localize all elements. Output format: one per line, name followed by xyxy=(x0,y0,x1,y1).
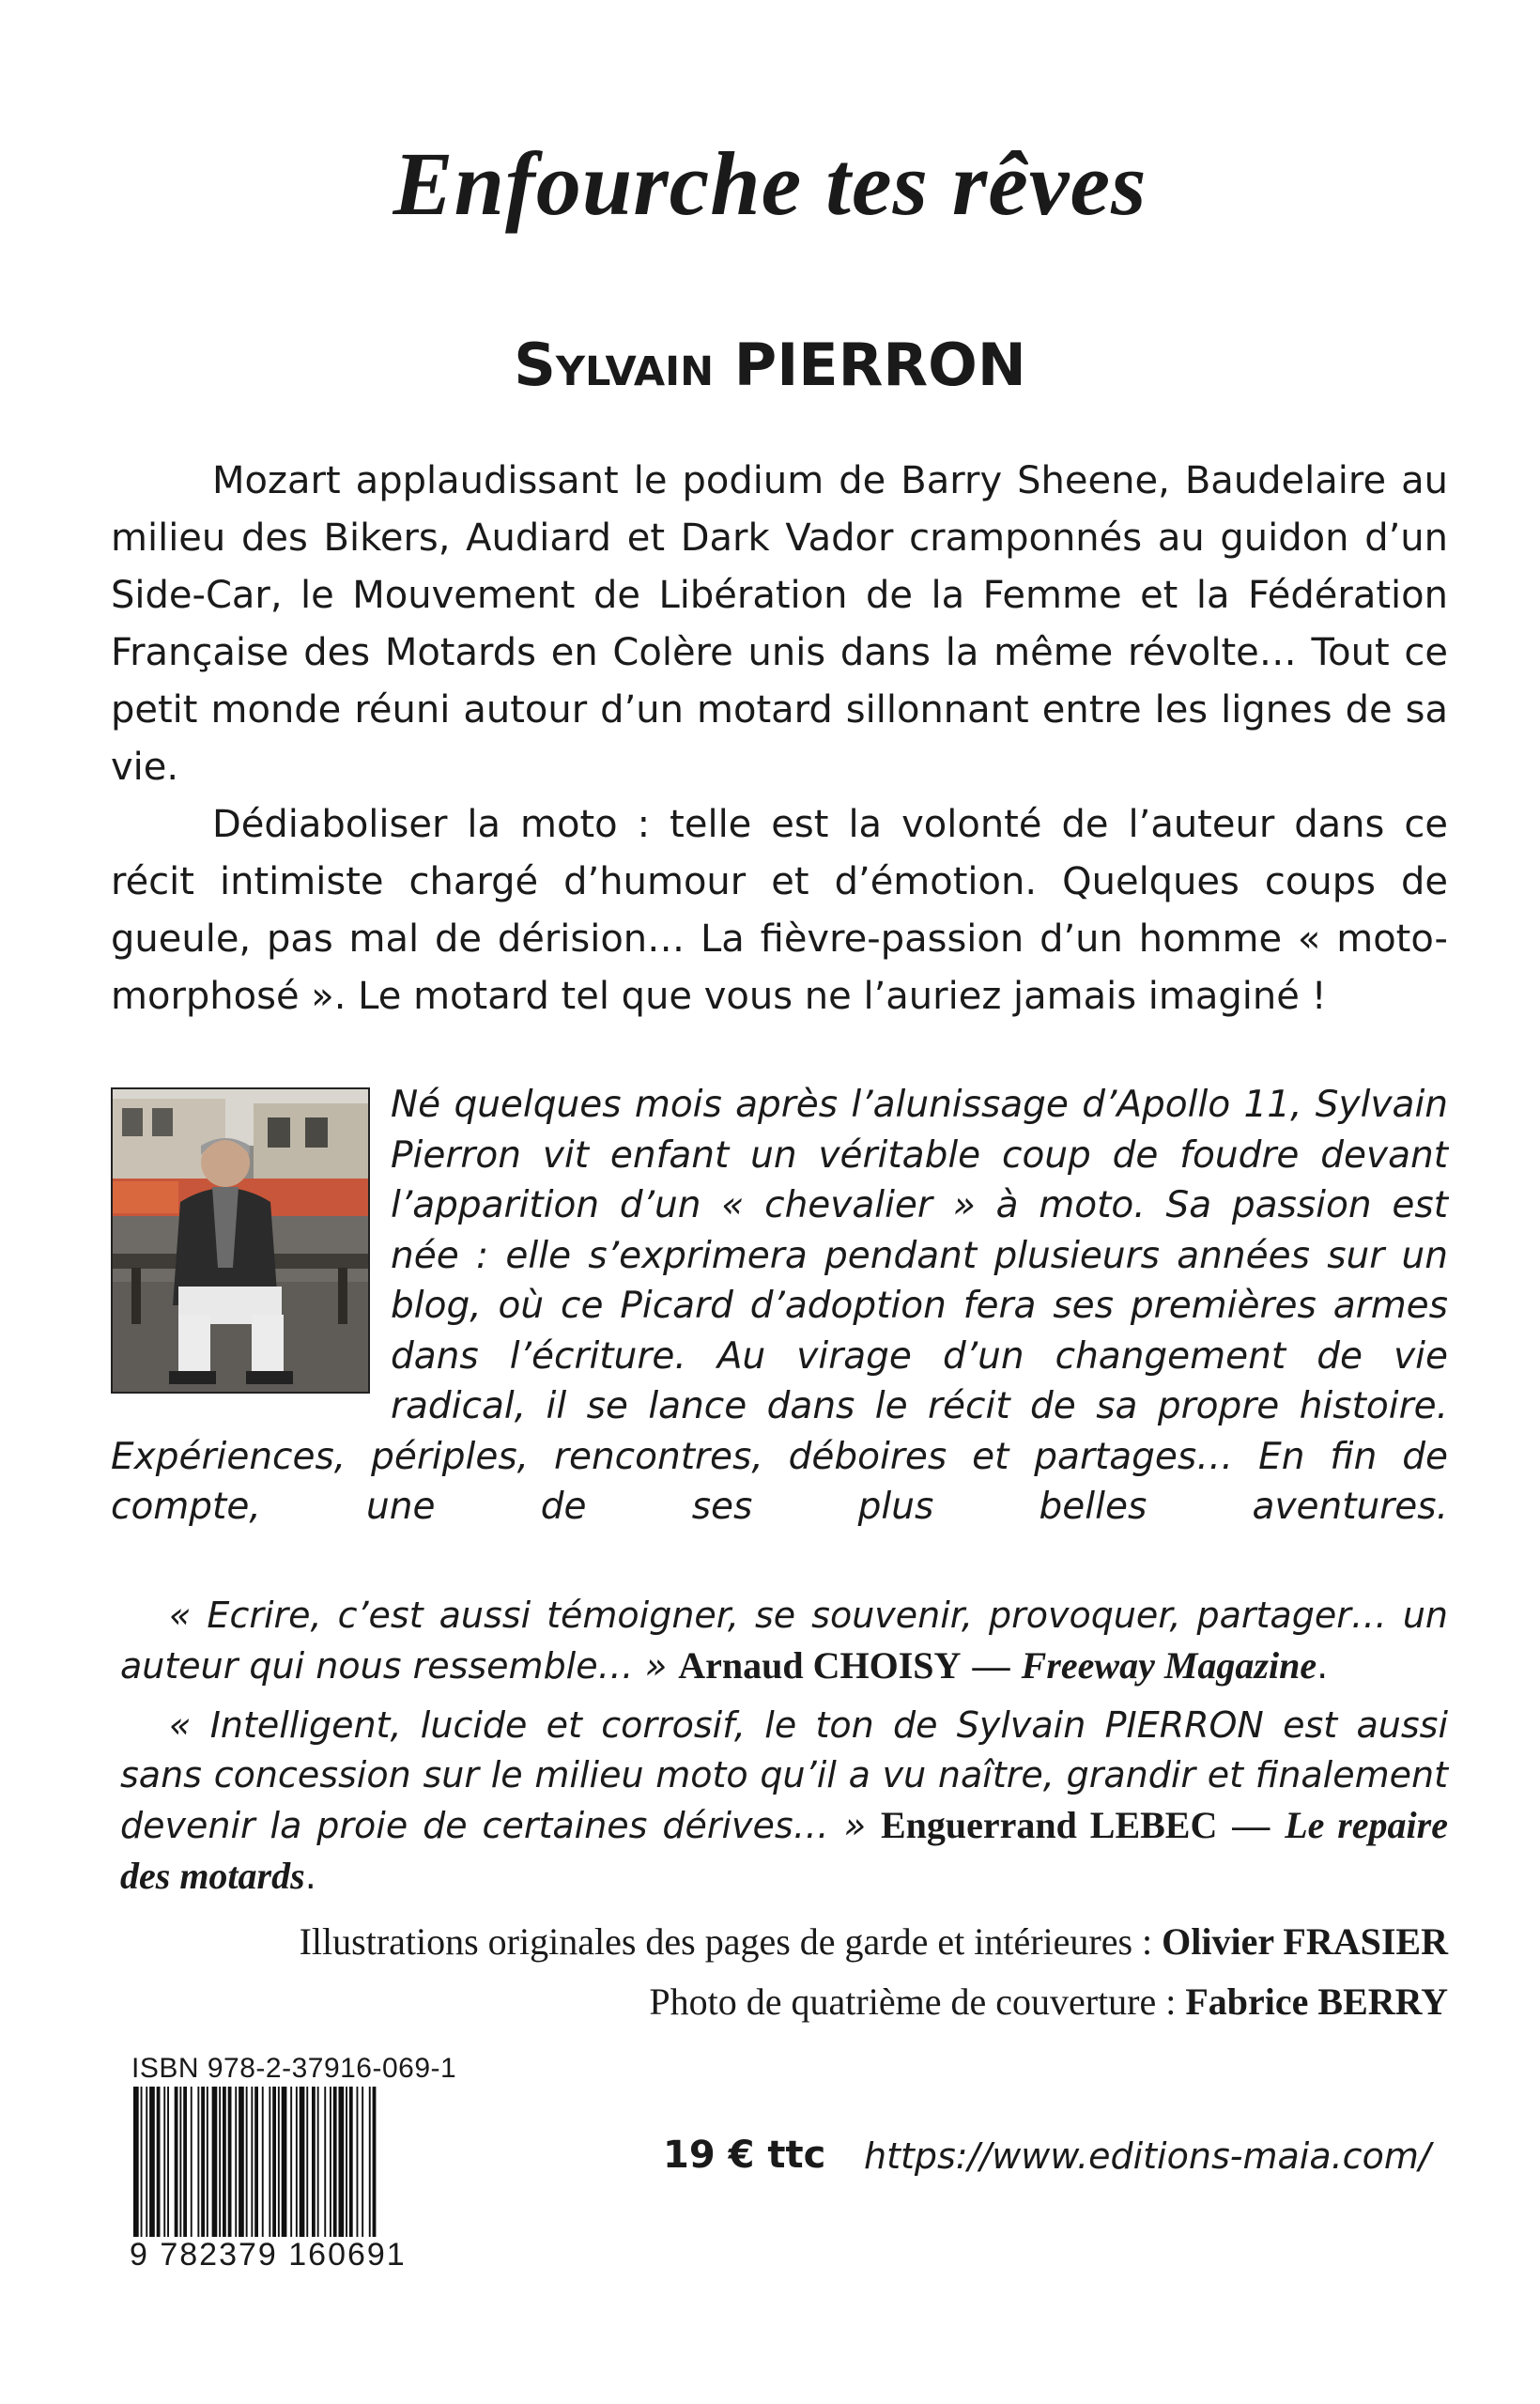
barcode-bar xyxy=(317,2087,319,2237)
author-name xyxy=(0,331,1540,399)
barcode-bar xyxy=(262,2087,264,2237)
isbn-barcode-digits: 9 782379 160691 xyxy=(130,2237,445,2273)
synopsis xyxy=(111,453,1448,1025)
barcode-bar xyxy=(207,2087,208,2237)
isbn-label: ISBN 978-2-37916-069-1 xyxy=(131,2053,457,2084)
barcode-bar xyxy=(333,2087,337,2237)
quote-end: . xyxy=(1317,1645,1329,1687)
barcode-bar xyxy=(157,2087,161,2237)
barcode-bar xyxy=(269,2087,270,2237)
barcode-bar xyxy=(149,2087,155,2237)
barcode-bar xyxy=(278,2087,280,2237)
barcode-bar xyxy=(239,2087,244,2237)
isbn-barcode xyxy=(130,2087,449,2256)
author-first-name: Sylvain xyxy=(514,331,715,399)
author-bio xyxy=(111,1080,1448,1533)
quote-end: . xyxy=(304,1856,316,1897)
barcode-bar xyxy=(272,2087,276,2237)
barcode-bar xyxy=(296,2087,298,2237)
barcode-bar xyxy=(219,2087,221,2237)
barcode-bar xyxy=(246,2087,248,2237)
quote-separator: — xyxy=(1232,1804,1270,1846)
bio-text: Né quelques mois après l’alunissage d’Apollo 11, Sylvain Pierron vit enfant un véritable coup de foudre devant l’apparition d’un « chevalier » à moto. Sa passion est née : elle s’exprimera pendant plusieurs années sur un blog, où ce Picard d’adoption fera ses premières armes dans l’écriture. Au virage d’un changement de vie radical, il se lance dans le récit de sa propre histoire. Expériences, périples, rencontres, déboires et partages… En fin de compte, une de ses plus belles aventures. xyxy=(111,1084,1448,1528)
photographer-name: Fabrice BERRY xyxy=(1185,1980,1448,2023)
barcode-bar xyxy=(312,2087,316,2237)
barcode-bar xyxy=(201,2087,205,2237)
synopsis-paragraph-1: Mozart applaudissant le podium de Barry Sheene, Baudelaire au milieu des Bikers, Audiard et Dark Vador cramponnés au guidon d’un Side-Car, le Mouvement de Libération de la Femme et la Fédération Française des Motards en Colère unis dans la même révolte… Tout ce petit monde réuni autour d’un motard sillonnant entre les lignes de sa vie. xyxy=(111,459,1448,789)
barcode-bar xyxy=(179,2087,181,2237)
barcode-bar xyxy=(290,2087,292,2237)
barcode-bar xyxy=(146,2087,147,2237)
press-quotes xyxy=(120,1591,1448,1911)
barcode-bar xyxy=(362,2087,363,2237)
quote-author: Enguerrand LEBEC xyxy=(881,1804,1218,1846)
barcode-bar xyxy=(254,2087,258,2254)
illustrator-name: Olivier FRASIER xyxy=(1162,1920,1448,1963)
barcode-bar xyxy=(357,2087,359,2237)
barcode-bar xyxy=(212,2087,218,2237)
book-title: Enfourche tes rêves xyxy=(393,133,1147,234)
photo-credit-label: Photo de quatrième de couverture : xyxy=(649,1980,1177,2023)
publisher-website-link[interactable]: https://www.editions-maia.com/ xyxy=(864,2135,1431,2177)
barcode-bar xyxy=(324,2087,326,2237)
quote-text: « Ecrire, c’est aussi témoigner, se souvenir, provoquer, partager… un auteur qui nous ressemble… » xyxy=(120,1595,1448,1687)
illustrations-credit-label: Illustrations originales des pages de garde et intérieures : xyxy=(299,1920,1153,1963)
quote-separator: — xyxy=(972,1644,1010,1687)
barcode-bar xyxy=(133,2087,139,2254)
barcode-bar xyxy=(223,2087,226,2237)
barcode-bar xyxy=(251,2087,253,2237)
barcode-bar xyxy=(349,2087,353,2237)
barcode-bar xyxy=(197,2087,199,2237)
quote xyxy=(120,1591,1448,1691)
author-photo xyxy=(111,1087,370,1394)
quote-publication: Freeway Magazine xyxy=(1021,1644,1317,1687)
barcode-bar xyxy=(282,2087,287,2237)
barcode-bar xyxy=(235,2087,237,2237)
barcode-bar xyxy=(330,2087,331,2237)
author-last-name: PIERRON xyxy=(733,331,1026,399)
quote xyxy=(120,1701,1448,1902)
quote-text: « Intelligent, lucide et corrosif, le ton de Sylvain PIERRON est aussi sans concession sur le milieu moto qu’il a vu naître, grandir et finalement devenir la proie de certaines dérives… » xyxy=(120,1704,1448,1846)
quote-author: Arnaud CHOISY xyxy=(678,1644,962,1687)
barcode-bar xyxy=(175,2087,178,2237)
barcode-bar xyxy=(369,2087,371,2254)
synopsis-paragraph-2: Dédiaboliser la moto : telle est la volonté de l’auteur dans ce récit intimiste chargé d’humour et d’émotion. Quelques coups de gueule, pas mal de dérision… La fièvre-passion d’un homme « moto-morphosé ». Le motard tel que vous ne l’auriez jamais imaginé ! xyxy=(111,803,1448,1018)
barcode-bar xyxy=(183,2087,187,2237)
quote-publication: Le repaire des motards xyxy=(120,1804,1448,1897)
photo-credit xyxy=(39,1980,1448,2024)
barcode-bar xyxy=(163,2087,165,2237)
barcode-bar xyxy=(191,2087,192,2237)
barcode-bar xyxy=(141,2087,143,2254)
illustrations-credit xyxy=(39,1919,1448,1964)
barcode-bar xyxy=(300,2087,305,2237)
barcode-bar xyxy=(228,2087,232,2237)
barcode-bar xyxy=(339,2087,345,2237)
barcode-bar xyxy=(373,2087,377,2254)
price: 19 € ttc xyxy=(663,2134,826,2177)
barcode-bar xyxy=(167,2087,169,2237)
barcode-bar xyxy=(306,2087,308,2237)
barcode-bar xyxy=(346,2087,347,2237)
